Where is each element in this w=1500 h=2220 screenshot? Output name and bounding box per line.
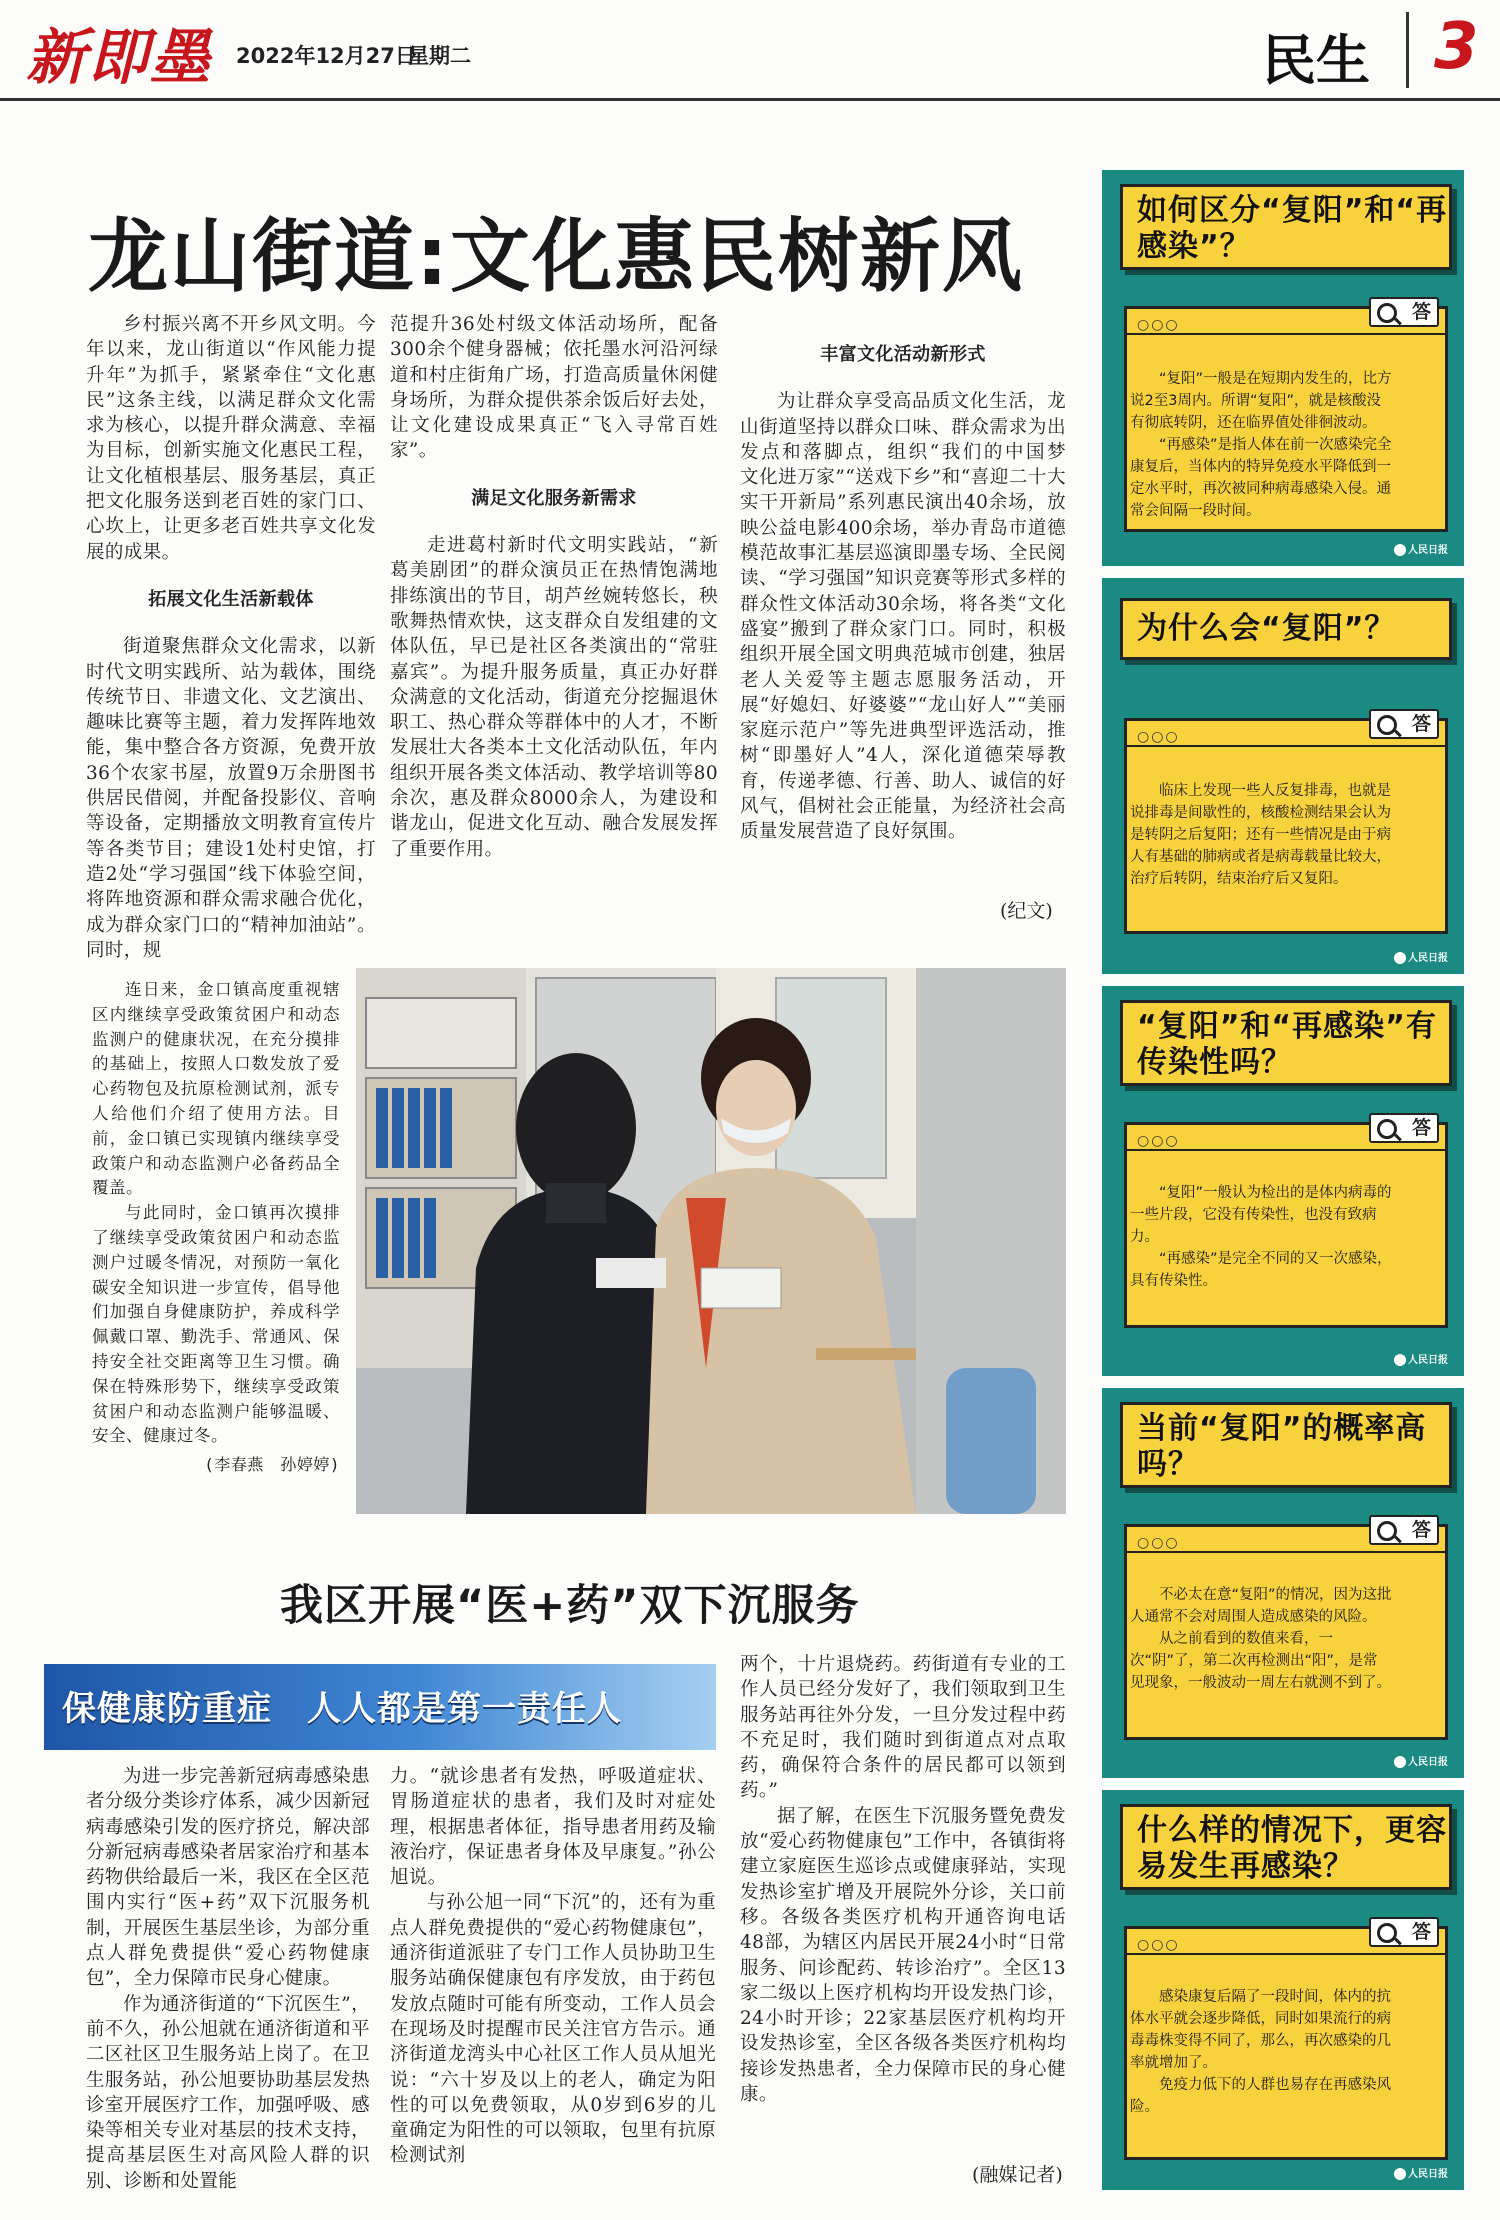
publisher-watermark: 人民日报 xyxy=(1394,541,1448,556)
qa-answer-paragraph: 感染康复后隔了一段时间，体内的抗体水平就会逐步降低，同时如果流行的病毒毒株变得不同了，那么，再次感染的几率就增加了。 xyxy=(1130,1989,1391,2071)
article1-subhead: 拓展文化生活新载体 xyxy=(148,588,314,610)
answer-label: 答 xyxy=(1411,1921,1431,1943)
issue-weekday: 星期二 xyxy=(408,44,471,68)
qa-answer-paragraph: “再感染”是指人体在前一次感染完全康复后，当体内的特异免疫水平降低到一定水平时，再次被同种病毒感染入侵。通常会间隔一段时间。 xyxy=(1130,437,1392,519)
article1-headline: 龙山街道:文化惠民树新风 xyxy=(88,210,1024,303)
answer-label: 答 xyxy=(1411,1519,1431,1541)
article1-byline: (纪文) xyxy=(1000,900,1053,922)
publisher-logo-icon xyxy=(1394,1756,1406,1768)
publisher-logo-icon xyxy=(1394,544,1406,556)
panel-divider xyxy=(1127,1149,1445,1151)
window-dots-icon: ○○○ xyxy=(1137,1937,1180,1953)
issue-date: 2022年12月27日 xyxy=(236,44,416,68)
publisher-watermark: 人民日报 xyxy=(1394,1753,1448,1768)
qa-card xyxy=(1102,986,1464,1376)
window-dots-icon: ○○○ xyxy=(1137,729,1180,745)
answer-label: 答 xyxy=(1411,713,1431,735)
qa-answer xyxy=(1130,368,1392,522)
qa-answer-paragraph: “复阳”一般认为检出的是体内病毒的一些片段，它没有传染性，也没有致病力。 xyxy=(1130,1185,1392,1245)
page-number: 3 xyxy=(1434,10,1479,84)
qa-answer xyxy=(1130,1986,1392,2118)
qa-card xyxy=(1102,1790,1464,2190)
article2-byline: (融媒记者) xyxy=(972,2164,1063,2186)
article1-paragraph: 范提升36处村级文体活动场所，配备300余个健身器械；依托墨水河沿河绿道和村庄街角广场，打造高质量休闲健身场所，为群众提供茶余饭后好去处，让文化建设成果真正“飞入寻常百姓家”。 xyxy=(390,314,718,462)
answer-badge xyxy=(1369,1515,1439,1545)
article2-paragraph: 与孙公旭一同“下沉”的，还有为重点人群免费提供的“爱心药物健康包”，通济街道派驻了专门工作人员协助卫生服务站确保健康包有序发放，由于药包发放点随时可能有所变动，工作人员会在现场及时提醒市民关注官方告示。通济街道龙湾头中心社区工作人员从旭光说：“六十岁及以上的老人，确定为阳性的可以免费领取，从0岁到6岁的儿童确定为阳性的可以领取，包里有抗原检测试剂 xyxy=(390,1892,716,2167)
answer-badge xyxy=(1369,1917,1439,1947)
article1-paragraph: 走进葛村新时代文明实践站，“新葛美剧团”的群众演员正在热情饱满地排练演出的节目，胡芦丝婉转悠长，秧歌舞热情欢快，这支群众自发组建的文体队伍，早已是社区各类演出的“常驻嘉宾”。为提升服务质量，真正办好群众满意的文化活动，街道充分挖掘退休职工、热心群众等群体中的人才，不断发展壮大各类本土文化活动队伍，年内组织开展各类文体活动、教学培训等80余次，惠及群众8000余人，为建设和谐龙山，促进文化互动、融合发展发挥了重要作用。 xyxy=(390,535,718,860)
qa-card xyxy=(1102,578,1464,974)
window-dots-icon: ○○○ xyxy=(1137,1535,1180,1551)
answer-label: 答 xyxy=(1411,1117,1431,1139)
panel-divider xyxy=(1127,333,1445,335)
publisher-logo-icon xyxy=(1394,952,1406,964)
caption-byline: (李春燕 孙婷婷) xyxy=(204,1455,340,1475)
magnifier-icon xyxy=(1377,303,1397,323)
qa-answer xyxy=(1130,1182,1392,1292)
qa-question: 当前“复阳”的概率高吗？ xyxy=(1137,1411,1427,1482)
magnifier-icon xyxy=(1377,1119,1397,1139)
masthead-divider xyxy=(1406,12,1409,88)
answer-badge xyxy=(1369,297,1439,327)
qa-answer-paragraph: 免疫力低下的人群也易存在再感染风险。 xyxy=(1130,2077,1391,2115)
article1-subhead: 满足文化服务新需求 xyxy=(471,487,637,509)
article2-column-2 xyxy=(390,1764,716,2169)
panel-divider xyxy=(1127,745,1445,747)
publisher-watermark: 人民日报 xyxy=(1394,2165,1448,2180)
article2-column-3 xyxy=(740,1652,1066,2107)
qa-answer-paragraph: “复阳”一般是在短期内发生的，比方说2至3周内。所谓“复阳”，就是核酸没有彻底转阴，还在临界值处徘徊波动。 xyxy=(1130,371,1392,431)
window-dots-icon: ○○○ xyxy=(1137,317,1180,333)
news-photo xyxy=(356,968,1066,1514)
qa-question-box xyxy=(1120,1804,1452,1890)
article1-column-3 xyxy=(740,342,1085,845)
caption-paragraph: 连日来，金口镇高度重视辖区内继续享受政策贫困户和动态监测户的健康状况，在充分摸排的基础上，按照人口数发放了爱心药物包及抗原检测试剂，派专人给他们介绍了使用方法。目前，金口镇已实现镇内继续享受政策户和动态监测户必备药品全覆盖。 xyxy=(92,980,340,1198)
qa-card xyxy=(1102,1388,1464,1778)
newspaper-logo: 新即墨 xyxy=(26,23,212,93)
qa-question-box xyxy=(1120,598,1452,660)
publisher-watermark: 人民日报 xyxy=(1394,1351,1448,1366)
article1-column-1 xyxy=(86,312,376,963)
qa-answer-paragraph: 不必太在意“复阳”的情况，因为这批人通常不会对周围人造成感染的风险。 xyxy=(1130,1587,1392,1625)
magnifier-icon xyxy=(1377,1521,1397,1541)
qa-question: 如何区分“复阳”和“再感染”？ xyxy=(1137,193,1448,264)
article2-paragraph: 据了解，在医生下沉服务暨免费发放“爱心药物健康包”工作中，各镇街将建立家庭医生巡诊点或健康驿站，实现发热诊室扩增及开展院外分诊，关口前移。各级各类医疗机构开通咨询电话48部，为辖区内居民开展24小时“日常服务、问诊配药、转诊治疗”。全区13家二级以上医疗机构均开设发热门诊，24小时开诊；22家基层医疗机构均开设发热诊室，全区各级各类医疗机构均接诊发热患者，全力保障市民的身心健康。 xyxy=(740,1805,1066,2106)
article1-paragraph: 为让群众享受高品质文化生活，龙山街道坚持以群众口味、群众需求为出发点和落脚点，组织“我们的中国梦 文化进万家”“送戏下乡”和“喜迎二十大 实干开新局”系列惠民演出40余场，放映公益电影400余场，举办青岛市道德模范故事汇基层巡演即墨专场、全民阅读、“学习强国”知识竞赛等形式多样的群众性文体活动30余场，将各类“文化盛宴”搬到了群众家门口。同时，积极组织开展全国文明典范城市创建，独居老人关爱等主题志愿服务活动，开展“好媳妇、好婆婆”“龙山好人”“美丽家庭示范户”等先进典型评选活动，推树“即墨好人”4人，深化道德荣辱教育，传递孝德、行善、助人、诚信的好风气，倡树社会正能量，为经济社会高质量发展营造了良好氛围。 xyxy=(740,391,1085,843)
qa-question-box xyxy=(1120,1000,1452,1086)
qa-question: “复阳”和“再感染”有传染性吗？ xyxy=(1137,1009,1437,1080)
photo-caption xyxy=(92,978,340,1478)
qa-answer xyxy=(1130,1584,1392,1694)
qa-answer-paragraph: 从之前看到的数值来看，一次“阴”了，第二次再检测出“阳”，是常见现象，一般波动一周左右就测不到了。 xyxy=(1130,1631,1391,1691)
panel-divider xyxy=(1127,1551,1445,1553)
qa-question: 什么样的情况下，更容易发生再感染？ xyxy=(1137,1813,1447,1884)
magnifier-icon xyxy=(1377,1923,1397,1943)
article2-paragraph: 为进一步完善新冠病毒感染患者分级分类诊疗体系，减少因新冠病毒感染引发的医疗挤兑，解决部分新冠病毒感染者居家治疗和基本药物供给最后一米，我区在全区范围内实行“医+药”双下沉服务机制，开展医生基层坐诊，为部分重点人群免费提供“爱心药物健康包”，全力保障市民身心健康。 xyxy=(86,1766,370,1990)
caption-paragraph: 与此同时，金口镇再次摸排了继续享受政策贫困户和动态监测户过暖冬情况，对预防一氧化碳安全知识进一步宣传，倡导他们加强自身健康防护，养成科学佩戴口罩、勤洗手、常通风、保持安全社交距离等卫生习惯。确保在特殊形势下，继续享受政策贫困户和动态监测户能够温暖、安全、健康过冬。 xyxy=(92,1203,340,1446)
article2-paragraph: 两个，十片退烧药。药街道有专业的工作人员已经分发好了，我们领取到卫生服务站再往外分发，一旦分发过程中药不充足时，我们随时到街道点对点取药，确保符合条件的居民都可以领到药。” xyxy=(740,1654,1066,1802)
publisher-watermark: 人民日报 xyxy=(1394,949,1448,964)
photo-illustration xyxy=(356,968,1066,1514)
article1-paragraph: 街道聚焦群众文化需求，以新时代文明实践所、站为载体，围绕传统节日、非遗文化、文艺演出、趣味比赛等主题，着力发挥阵地效能，集中整合各方资源，免费开放36个农家书屋，放置9万余册图书供居民借阅，并配备投影仪、音响等设备，定期播放文明教育宣传片等各类节目；建设1处村史馆，打造2处“学习强国”线下体验空间，将阵地资源和群众需求融合优化，成为群众家门口的“精神加油站”。同时，规 xyxy=(86,636,376,961)
qa-question-box xyxy=(1120,1402,1452,1488)
article2-column-1 xyxy=(86,1764,370,2194)
answer-badge xyxy=(1369,1113,1439,1143)
qa-answer-paragraph: “再感染”是完全不同的又一次感染，具有传染性。 xyxy=(1130,1251,1392,1289)
qa-answer-paragraph: 临床上发现一些人反复排毒，也就是说排毒是间歇性的，核酸检测结果会认为是转阴之后复阳；还有一些情况是由于病人有基础的肺病或者是病毒载量比较大，治疗后转阴，结束治疗后又复阳。 xyxy=(1130,783,1391,887)
article1-paragraph: 乡村振兴离不开乡风文明。今年以来，龙山街道以“作风能力提升年”为抓手，紧紧牵住“文化惠民”这条主线，以满足群众文化需求为核心，以提升群众满意、幸福为目标，创新实施文化惠民工程，让文化植根基层、服务基层，真正把文化服务送到老百姓的家门口、心坎上，让更多老百姓共享文化发展的成果。 xyxy=(86,314,376,563)
qa-question-box xyxy=(1120,184,1452,270)
qa-card xyxy=(1102,170,1464,566)
slogan-banner-text: 保健康防重症 人人都是第一责任人 xyxy=(62,1689,622,1729)
qa-question: 为什么会“复阳”？ xyxy=(1137,611,1396,646)
article2-headline: 我区开展“医+药”双下沉服务 xyxy=(280,1581,860,1631)
window-dots-icon: ○○○ xyxy=(1137,1133,1180,1149)
magnifier-icon xyxy=(1377,715,1397,735)
article1-column-2 xyxy=(390,312,718,862)
article1-subhead: 丰富文化活动新形式 xyxy=(820,344,986,365)
publisher-logo-icon xyxy=(1394,2168,1406,2180)
article2-paragraph: 作为通济街道的“下沉医生”，前不久，孙公旭就在通济街道和平二区社区卫生服务站上岗了。在卫生服务站，孙公旭要协助基层发热诊室开展医疗工作，加强呼吸、感染等相关专业对基层的技术支持，提高基层医生对高风险人群的识别、诊断和处置能 xyxy=(86,1993,370,2192)
answer-badge xyxy=(1369,709,1439,739)
answer-label: 答 xyxy=(1411,301,1431,323)
section-name: 民生 xyxy=(1262,29,1370,92)
panel-divider xyxy=(1127,1953,1445,1955)
publisher-logo-icon xyxy=(1394,1354,1406,1366)
qa-answer xyxy=(1130,780,1392,890)
article2-paragraph: 力。“就诊患者有发热，呼吸道症状、胃肠道症状的患者，我们及时对症处理，根据患者体征，指导患者用药及输液治疗，保证患者身体及早康复。”孙公旭说。 xyxy=(390,1766,716,1889)
